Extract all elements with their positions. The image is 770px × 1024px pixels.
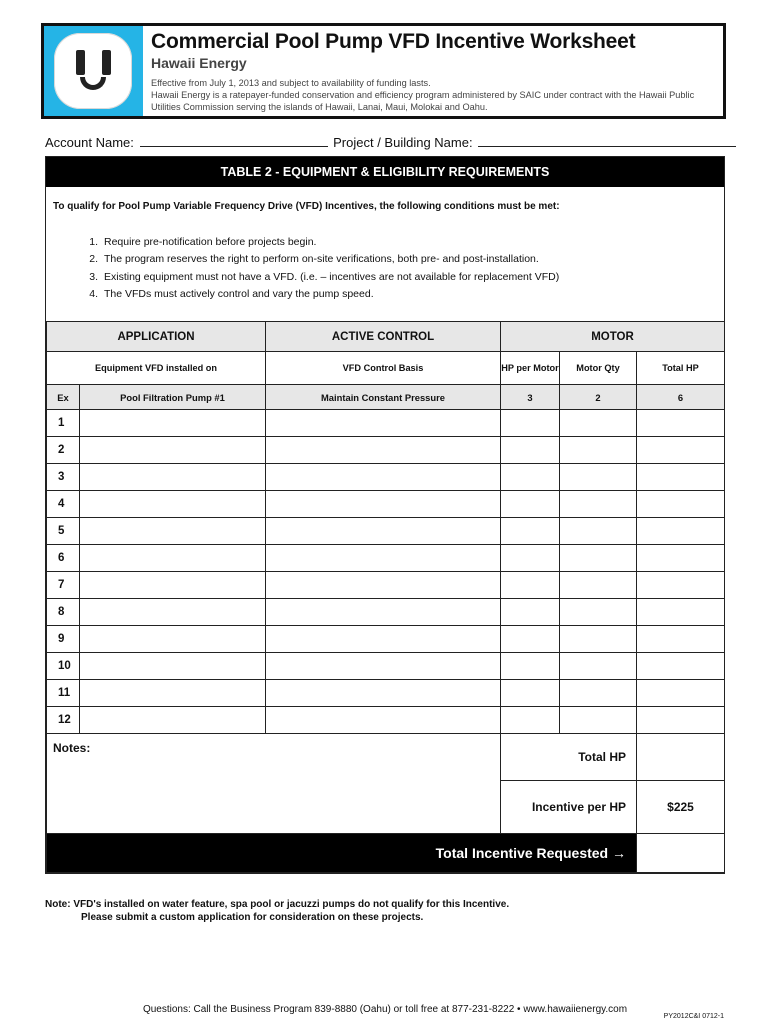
outlet-slot-left (76, 50, 85, 75)
row-number: 12 (47, 707, 80, 734)
condition-text: Existing equipment must not have a VFD. (i.e. – incentives are not available for replacement VFD) (104, 270, 560, 283)
condition-item (70, 251, 559, 268)
hp-per-motor-cell[interactable] (501, 626, 560, 653)
row-number: 3 (47, 464, 80, 491)
outlet-smile (80, 77, 106, 90)
condition-text: The VFDs must actively control and vary the pump speed. (104, 287, 374, 300)
project-name-label: Project / Building Name: (333, 135, 473, 150)
total-hp-cell[interactable] (637, 437, 725, 464)
total-hp-cell[interactable] (637, 653, 725, 680)
example-total: 6 (637, 385, 725, 410)
equipment-cell[interactable] (80, 572, 266, 599)
table2-heading: TABLE 2 - EQUIPMENT & ELIGIBILITY REQUIREMENTS (46, 157, 724, 187)
hp-per-motor-cell[interactable] (501, 680, 560, 707)
hawaii-energy-logo (44, 26, 143, 116)
motor-qty-cell[interactable] (560, 572, 637, 599)
equipment-table-frame (45, 156, 725, 874)
motor-qty-cell[interactable] (560, 653, 637, 680)
equipment-grid (46, 321, 725, 873)
row-number: 10 (47, 653, 80, 680)
program-description (151, 77, 721, 113)
motor-qty-cell[interactable] (560, 518, 637, 545)
total-incentive-field[interactable] (637, 834, 725, 873)
control-basis-cell[interactable] (266, 491, 501, 518)
control-basis-cell[interactable] (266, 572, 501, 599)
control-basis-cell[interactable] (266, 680, 501, 707)
equipment-row (47, 437, 725, 464)
control-basis-cell[interactable] (266, 464, 501, 491)
row-number: 11 (47, 680, 80, 707)
condition-number: 3. (89, 270, 98, 283)
motor-qty-cell[interactable] (560, 491, 637, 518)
equipment-cell[interactable] (80, 545, 266, 572)
example-qty: 2 (560, 385, 637, 410)
condition-item (70, 234, 559, 251)
equipment-cell[interactable] (80, 707, 266, 734)
equipment-cell[interactable] (80, 599, 266, 626)
hp-per-motor-cell[interactable] (501, 653, 560, 680)
total-hp-cell[interactable] (637, 518, 725, 545)
row-number: 9 (47, 626, 80, 653)
control-basis-cell[interactable] (266, 707, 501, 734)
control-basis-cell[interactable] (266, 437, 501, 464)
equipment-cell[interactable] (80, 626, 266, 653)
control-basis-cell[interactable] (266, 599, 501, 626)
example-hp: 3 (501, 385, 560, 410)
hp-per-motor-cell[interactable] (501, 491, 560, 518)
equipment-row (47, 599, 725, 626)
total-hp-cell[interactable] (637, 599, 725, 626)
example-label: Ex (47, 385, 80, 410)
equipment-cell[interactable] (80, 680, 266, 707)
hp-per-motor-cell[interactable] (501, 572, 560, 599)
equipment-cell[interactable] (80, 437, 266, 464)
notes-area[interactable] (47, 734, 501, 834)
condition-text: The program reserves the right to perform on-site verifications, both pre- and post-installation. (104, 253, 539, 266)
motor-qty-cell[interactable] (560, 707, 637, 734)
qualify-text: To qualify for Pool Pump Variable Frequency Drive (VFD) Incentives, the following conditions must be met: (53, 201, 560, 212)
col-total-hp: Total HP (637, 352, 725, 385)
equipment-cell[interactable] (80, 653, 266, 680)
motor-qty-cell[interactable] (560, 626, 637, 653)
row-number: 6 (47, 545, 80, 572)
hp-per-motor-cell[interactable] (501, 437, 560, 464)
account-name-field[interactable] (140, 134, 328, 147)
control-basis-cell[interactable] (266, 545, 501, 572)
motor-qty-cell[interactable] (560, 545, 637, 572)
hp-per-motor-cell[interactable] (501, 518, 560, 545)
group-active-control: ACTIVE CONTROL (266, 322, 501, 352)
equipment-row (47, 572, 725, 599)
condition-number: 4. (89, 287, 98, 300)
condition-number: 2. (89, 253, 98, 266)
motor-qty-cell[interactable] (560, 680, 637, 707)
row-number: 1 (47, 410, 80, 437)
row-number: 8 (47, 599, 80, 626)
account-name-label: Account Name: (45, 135, 134, 150)
motor-qty-cell[interactable] (560, 464, 637, 491)
equipment-row (47, 653, 725, 680)
condition-item (70, 286, 559, 303)
equipment-row (47, 491, 725, 518)
project-name-field[interactable] (478, 134, 736, 147)
footer-contact: Questions: Call the Business Program 839-8880 (Oahu) or toll free at 877-231-8222 • www.hawaiienergy.com (142, 1004, 628, 1015)
row-number: 4 (47, 491, 80, 518)
control-basis-cell[interactable] (266, 410, 501, 437)
condition-item (70, 269, 559, 286)
equipment-row (47, 626, 725, 653)
row-number: 5 (47, 518, 80, 545)
program-info-text: Hawaii Energy is a ratepayer-funded conservation and efficiency program administered by SAIC under contract with the Hawaii Public Utilities Commission serving the islands of Hawaii, Lanai, Maui, Molokai and Oahu. (151, 90, 695, 112)
total-hp-cell[interactable] (637, 464, 725, 491)
hp-per-motor-cell[interactable] (501, 545, 560, 572)
col-equipment: Equipment VFD installed on (47, 352, 266, 385)
control-basis-cell[interactable] (266, 626, 501, 653)
motor-qty-cell[interactable] (560, 599, 637, 626)
equipment-cell[interactable] (80, 410, 266, 437)
row-number: 7 (47, 572, 80, 599)
account-fields (45, 134, 726, 150)
col-hp-per-motor: HP per Motor (501, 352, 560, 385)
effective-date-text: Effective from July 1, 2013 and subject to availability of funding lasts. (151, 78, 431, 88)
form-code: PY2012C&I 0712-1 (663, 1013, 724, 1020)
total-hp-cell[interactable] (637, 680, 725, 707)
page-subtitle: Hawaii Energy (151, 55, 247, 71)
total-hp-field[interactable] (637, 734, 725, 781)
example-equipment: Pool Filtration Pump #1 (80, 385, 266, 410)
group-application: APPLICATION (47, 322, 266, 352)
equipment-row (47, 464, 725, 491)
example-row (47, 385, 725, 410)
control-basis-cell[interactable] (266, 518, 501, 545)
row-number: 2 (47, 437, 80, 464)
motor-qty-cell[interactable] (560, 437, 637, 464)
outlet-slot-right (102, 50, 111, 75)
equipment-row (47, 410, 725, 437)
hp-per-motor-cell[interactable] (501, 599, 560, 626)
hp-per-motor-cell[interactable] (501, 707, 560, 734)
condition-number: 1. (89, 236, 98, 248)
equipment-row (47, 680, 725, 707)
eligibility-note (45, 898, 509, 924)
incentive-per-hp-value: $225 (637, 781, 725, 834)
total-incentive-label: Total Incentive Requested → (47, 834, 637, 873)
equipment-cell[interactable] (80, 518, 266, 545)
outlet-smiley-icon (54, 33, 132, 109)
total-hp-cell[interactable] (637, 410, 725, 437)
equipment-row (47, 707, 725, 734)
equipment-cell[interactable] (80, 464, 266, 491)
notes-label: Notes: (53, 741, 91, 755)
page-title: Commercial Pool Pump VFD Incentive Worksheet (151, 30, 636, 53)
note-line-1: Note: VFD's installed on water feature, spa pool or jacuzzi pumps do not qualify for this Incentive. (45, 899, 510, 910)
condition-text: Require pre-notification before projects begin. (104, 236, 317, 248)
worksheet-header (41, 23, 726, 119)
equipment-row (47, 545, 725, 572)
total-hp-cell[interactable] (637, 626, 725, 653)
motor-qty-cell[interactable] (560, 410, 637, 437)
example-control: Maintain Constant Pressure (266, 385, 501, 410)
col-control-basis: VFD Control Basis (266, 352, 501, 385)
control-basis-cell[interactable] (266, 653, 501, 680)
total-hp-cell[interactable] (637, 707, 725, 734)
group-motor: MOTOR (501, 322, 725, 352)
total-hp-cell[interactable] (637, 491, 725, 518)
equipment-row (47, 518, 725, 545)
hp-per-motor-cell[interactable] (501, 464, 560, 491)
total-hp-cell[interactable] (637, 572, 725, 599)
total-hp-cell[interactable] (637, 545, 725, 572)
conditions-list (70, 234, 559, 303)
equipment-cell[interactable] (80, 491, 266, 518)
col-motor-qty: Motor Qty (560, 352, 637, 385)
note-line-2: Please submit a custom application for consideration on these projects. (81, 912, 424, 923)
incentive-per-hp-label: Incentive per HP (501, 781, 637, 834)
hp-per-motor-cell[interactable] (501, 410, 560, 437)
total-hp-label: Total HP (501, 734, 637, 781)
